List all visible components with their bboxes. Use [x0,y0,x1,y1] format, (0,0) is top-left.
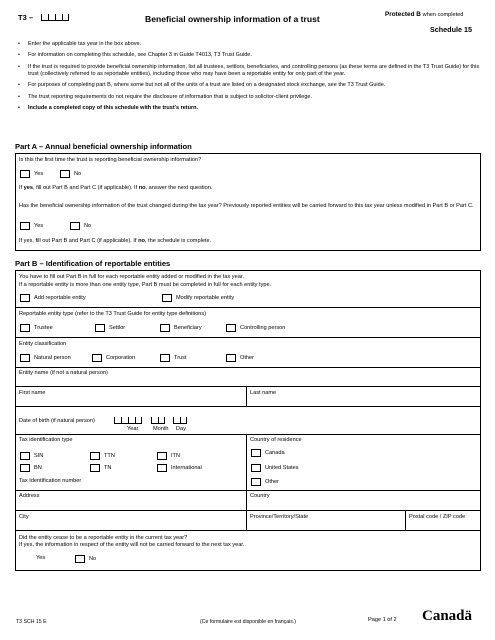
add-entity-option[interactable] [20,294,86,302]
international-checkbox[interactable] [157,464,167,472]
q2-yes-option[interactable] [20,222,43,230]
divider [15,337,481,338]
itn-label: ITN [171,453,181,459]
settlor-checkbox[interactable] [95,324,105,332]
q1-no-option[interactable] [60,170,81,178]
q1-note-yes: yes [23,185,34,191]
residence-other-checkbox[interactable] [251,478,261,486]
tax-id-number-label[interactable]: Tax Identification number [19,478,82,484]
form-prefix: T3 – [18,13,34,22]
trust-label: Trust [174,355,187,361]
cease-question: Did the entity cease to be a reportable entity in the current tax year? [19,535,188,541]
ttn-checkbox[interactable] [90,452,100,460]
bn-label: BN [34,465,42,471]
tn-checkbox[interactable] [90,464,100,472]
part-a-box [15,153,481,251]
divider [246,510,247,530]
divider [15,367,481,368]
q1-note-no: no [138,185,146,191]
dob-year-box[interactable] [114,417,142,424]
protected-text: Protected B [385,11,421,18]
q1-yes-option[interactable] [20,170,43,178]
instruction-item: • For information on completing this schedule, see Chapter 3 in Guide T4013, T3 Trust Guide. [18,52,480,59]
divider [246,490,247,510]
q2-note-post: , the schedule is complete. [144,238,212,244]
beneficiary-checkbox[interactable] [160,324,170,332]
controlling-person-label: Controlling person [240,325,286,331]
last-name-label[interactable]: Last name [250,390,277,396]
tn-label: TN [104,465,112,471]
united-states-checkbox[interactable] [251,464,261,472]
tax-id-bn[interactable] [20,464,42,472]
q1-no-checkbox[interactable] [60,170,70,178]
address-label[interactable]: Address [19,493,40,499]
french-note: (Ce formulaire est disponible en français.) [200,619,297,625]
dob-day-label: Day [176,426,186,432]
ttn-label: TTN [104,453,115,459]
instruction-item: • Include a completed copy of this schedule with the trust's return. [18,105,480,112]
dob-month-label: Month [153,426,169,432]
tax-year-box[interactable] [41,14,69,21]
classification-label: Entity classification [19,341,67,347]
divider [15,434,481,435]
instruction-item: • For purposes of completing part B, where some but not all of the units of a trust are listed on a designated stock exchange, see the T3 Trust Guide. [18,82,480,89]
entity-type-controlling[interactable] [226,324,285,332]
modify-entity-checkbox[interactable] [162,294,172,302]
other-label: Other [240,355,254,361]
part-a-q1: Is this the first time the trust is reporting beneficial ownership information? [19,157,202,163]
part-a-title: Part A – Annual beneficial ownership information [15,142,192,151]
part-a-q2: Has the beneficial ownership information of the trust changed during the tax year? Previously reported entities will be carried forward to this tax year unless modified in Part B or Part C. [19,203,474,209]
international-label: International [171,465,202,471]
residence-label: Country of residence [250,437,302,443]
entity-type-settlor[interactable] [95,324,125,332]
form-title: Beneficial ownership information of a trust [145,14,320,24]
entity-name-label: Entity name (if not a natural person) [19,370,108,376]
controlling-person-checkbox[interactable] [226,324,236,332]
modify-entity-option[interactable] [162,294,234,302]
united-states-label: United States [265,465,299,471]
postal-label[interactable]: Postal code / ZIP code [409,514,466,520]
tax-id-international[interactable] [157,464,202,472]
divider [15,490,481,491]
canada-label: Canada [265,450,285,456]
beneficiary-label: Beneficiary [174,325,202,331]
part-b-intro-1: You have to fill out Part B in full for each reportable entity added or modified in the tax year. [19,274,244,280]
itn-checkbox[interactable] [157,452,167,460]
q2-note-no: no [138,238,145,244]
residence-canada[interactable] [251,449,285,457]
protected-label [385,11,463,18]
cease-yes-option[interactable] [24,555,45,561]
other-checkbox[interactable] [226,354,236,362]
city-label[interactable]: City [19,514,29,520]
q2-yes-checkbox[interactable] [20,222,30,230]
cease-note: If yes, the information in respect of the entity will not be carried forward to the next tax year. [19,542,245,548]
instructions-list [18,41,480,116]
class-natural-person[interactable] [20,354,71,362]
tax-id-ttn[interactable] [90,452,115,460]
dob-month-box[interactable] [151,417,165,424]
corporation-label: Corporation [106,355,136,361]
sin-label: SIN [34,453,44,459]
add-entity-checkbox[interactable] [20,294,30,302]
entity-type-trustee[interactable] [20,324,53,332]
divider [15,406,481,407]
part-a-q2-note [19,238,211,244]
instruction-item: • If the trust is required to provide beneficial ownership information, list all trustees, settlors, beneficiaries, and controlling persons (as these terms are defined in the T3 Trust Guide) for this trust (collectively referred to as reportable entities), including those who may have been a reportable entity for only part of the year. [18,64,480,78]
page-number: Page 1 of 2 [368,617,397,623]
natural-person-checkbox[interactable] [20,354,30,362]
cease-yes-label: Yes [36,555,46,561]
schedule-label: Schedule 15 [430,25,472,34]
divider [246,386,247,406]
first-name-label[interactable]: First name [19,390,46,396]
part-b-title: Part B – Identification of reportable entities [15,259,171,268]
add-entity-label: Add reportable entity [34,295,86,301]
trustee-label: Trustee [34,325,53,331]
part-b-intro-2: If a reportable entity is more than one entity type, Part B must be completed in full for each entity type. [19,282,272,288]
q2-note-pre: If yes, fill out Part B and Part C (if applicable). If [19,238,139,244]
cease-no-label: No [89,556,97,562]
q1-note-mid: , fill out Part B and Part C (if applicable). If [33,185,139,191]
divider [15,530,481,531]
divider [246,434,247,490]
canada-wordmark: Canadä [422,608,473,624]
tax-id-sin[interactable] [20,452,43,460]
q2-no-checkbox[interactable] [70,222,80,230]
q2-yes-label: Yes [34,223,44,229]
instruction-item: • The trust reporting requirements do not require the disclosure of information that is subject to solicitor-client privilege. [18,94,480,101]
entity-type-label: Reportable entity type (refer to the T3 Trust Guide for entity type definitions) [19,311,207,317]
class-other[interactable] [226,354,254,362]
tax-id-itn[interactable] [157,452,180,460]
q2-no-option[interactable] [70,222,91,230]
dob-label: Date of birth (if natural person) [19,418,95,424]
residence-other[interactable] [251,478,279,486]
part-a-q1-note [19,185,212,191]
q2-no-label: No [84,223,92,229]
corporation-checkbox[interactable] [92,354,102,362]
q1-note-pre: If [19,185,24,191]
instruction-item: • Enter the applicable tax year in the box above. [18,41,480,48]
natural-person-label: Natural person [34,355,71,361]
class-trust[interactable] [160,354,187,362]
divider [15,386,481,387]
country-label[interactable]: Country [250,493,270,499]
canada-checkbox[interactable] [251,449,261,457]
divider [405,510,406,530]
q1-yes-label: Yes [34,171,44,177]
divider [15,307,481,308]
settlor-label: Settlor [109,325,126,331]
tax-id-type-label: Tax identification type [19,437,73,443]
dob-day-box[interactable] [173,417,187,424]
form-code: T3 SCH 15 E [16,619,47,625]
sin-checkbox[interactable] [20,452,30,460]
q1-note-post: , answer the next question. [145,185,213,191]
entity-type-beneficiary[interactable] [160,324,202,332]
divider [15,510,481,511]
residence-us[interactable] [251,464,299,472]
trust-checkbox[interactable] [160,354,170,362]
residence-other-label: Other [265,479,279,485]
cease-no-option[interactable] [75,555,96,563]
trustee-checkbox[interactable] [20,324,30,332]
cease-no-checkbox[interactable] [75,555,85,563]
province-label[interactable]: Province/Territory/State [250,514,309,520]
protected-suffix: when completed [422,12,464,18]
bn-checkbox[interactable] [20,464,30,472]
q1-no-label: No [74,171,82,177]
class-corporation[interactable] [92,354,135,362]
dob-year-label: Year [127,426,139,432]
q1-yes-checkbox[interactable] [20,170,30,178]
tax-id-tn[interactable] [90,464,111,472]
modify-entity-label: Modify reportable entity [176,295,235,301]
